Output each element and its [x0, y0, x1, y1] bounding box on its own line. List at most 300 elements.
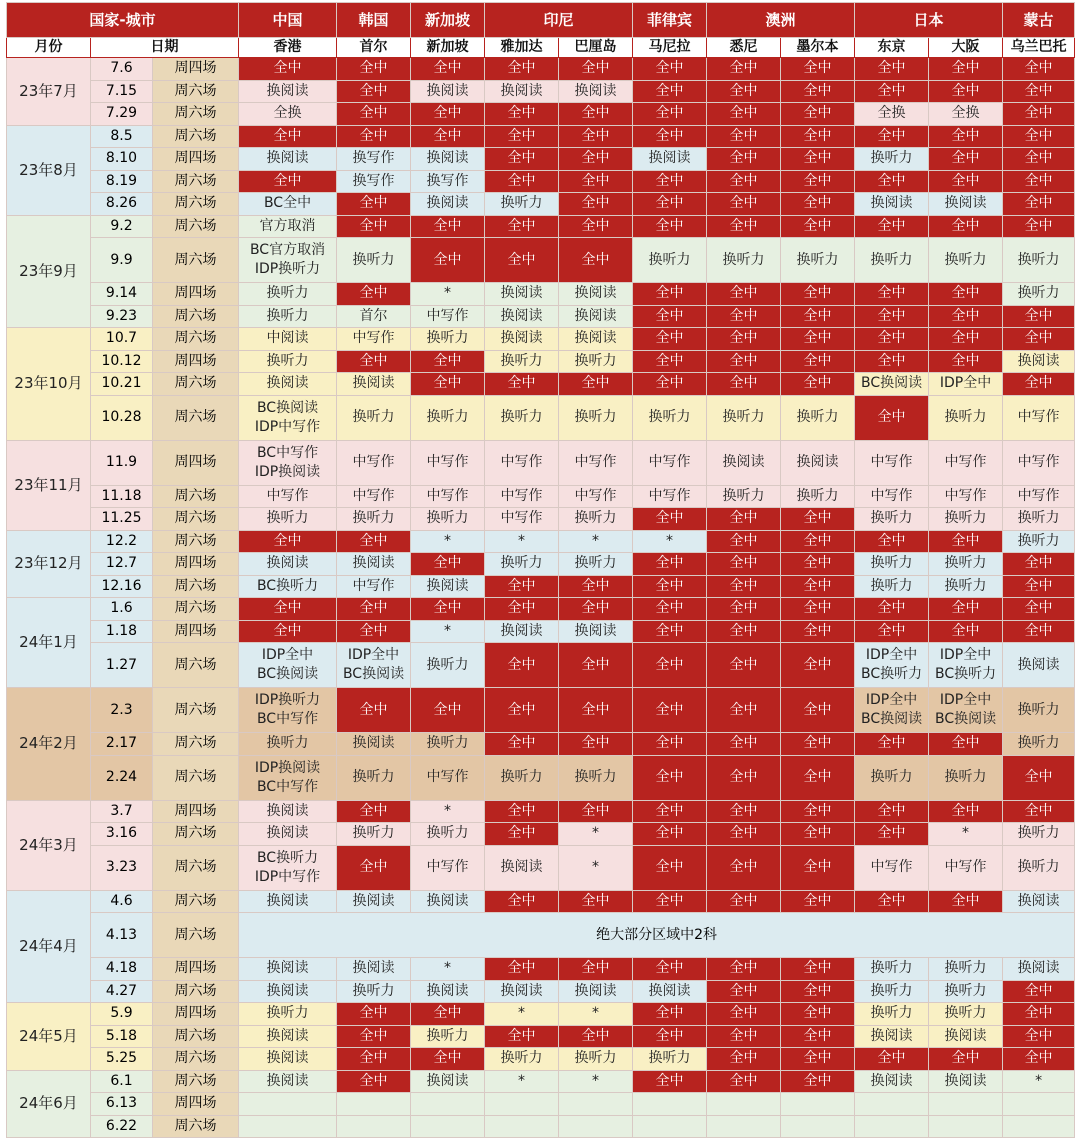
result-cell: 全中 — [781, 688, 855, 733]
session-cell: 周四场 — [153, 283, 239, 306]
result-cell: 全中 — [707, 328, 781, 351]
date-cell: 9.2 — [91, 215, 153, 238]
result-cell — [633, 1115, 707, 1138]
session-cell: 周六场 — [153, 395, 239, 440]
date-cell: 10.7 — [91, 328, 153, 351]
result-cell: 换阅读 — [485, 328, 559, 351]
session-cell: 周六场 — [153, 193, 239, 216]
result-cell: 全中 — [1003, 125, 1075, 148]
result-cell — [781, 1115, 855, 1138]
result-cell: 换听力 — [1003, 283, 1075, 306]
exam-schedule-table — [6, 2, 1075, 1138]
result-cell: 中写作 — [559, 440, 633, 485]
result-cell: 换听力 — [411, 1025, 485, 1048]
result-cell: 全中 — [633, 328, 707, 351]
result-cell: 换听力 — [337, 238, 411, 283]
date-cell: 11.18 — [91, 485, 153, 508]
table-row — [7, 598, 1075, 621]
table-row — [7, 733, 1075, 756]
result-cell: 全中 — [929, 733, 1003, 756]
session-cell: 周六场 — [153, 215, 239, 238]
result-cell: BC全中 — [239, 193, 337, 216]
result-cell: 换听力 — [411, 823, 485, 846]
result-cell: 换阅读 — [929, 1025, 1003, 1048]
result-cell: 换听力 — [855, 980, 929, 1003]
result-cell: * — [1003, 1070, 1075, 1093]
result-cell: 全中 — [1003, 620, 1075, 643]
result-cell: 全中 — [485, 1025, 559, 1048]
result-cell: 全中 — [855, 283, 929, 306]
date-cell: 12.7 — [91, 553, 153, 576]
result-cell: 换写作 — [337, 170, 411, 193]
result-cell: 全中 — [337, 125, 411, 148]
result-cell: 全中 — [485, 238, 559, 283]
result-cell: 全中 — [633, 125, 707, 148]
city-header: 墨尔本 — [781, 38, 855, 58]
result-cell: IDP全中 BC换阅读 — [929, 688, 1003, 733]
table-row — [7, 215, 1075, 238]
result-cell — [337, 1093, 411, 1116]
result-cell: 全中 — [633, 598, 707, 621]
result-cell: 全中 — [707, 823, 781, 846]
result-cell: 全换 — [239, 103, 337, 126]
result-cell — [781, 1093, 855, 1116]
result-cell: 全中 — [929, 1048, 1003, 1071]
result-cell: 全中 — [485, 58, 559, 81]
result-cell: 换阅读 — [485, 80, 559, 103]
result-cell: 全中 — [1003, 305, 1075, 328]
result-cell: 换听力 — [337, 980, 411, 1003]
result-cell: 全中 — [337, 1070, 411, 1093]
result-cell: 全中 — [707, 215, 781, 238]
result-cell: 全中 — [1003, 980, 1075, 1003]
result-cell: 全中 — [781, 103, 855, 126]
country-header: 新加坡 — [411, 3, 485, 38]
result-cell: 换阅读 — [559, 305, 633, 328]
result-cell: 换阅读 — [239, 823, 337, 846]
result-cell: 中阅读 — [239, 328, 337, 351]
result-cell: 全中 — [781, 755, 855, 800]
result-cell: * — [633, 530, 707, 553]
city-header: 悉尼 — [707, 38, 781, 58]
result-cell: 全中 — [781, 823, 855, 846]
result-cell: 全中 — [633, 800, 707, 823]
result-cell: 全中 — [707, 980, 781, 1003]
result-cell: 全中 — [929, 328, 1003, 351]
session-cell: 周六场 — [153, 688, 239, 733]
result-cell: 全中 — [707, 553, 781, 576]
result-cell: 全中 — [781, 328, 855, 351]
result-cell: 全中 — [781, 148, 855, 171]
result-cell: 换听力 — [1003, 845, 1075, 890]
result-cell: IDP全中 BC换听力 — [929, 643, 1003, 688]
result-cell: 全中 — [1003, 193, 1075, 216]
result-cell: 全中 — [239, 598, 337, 621]
result-cell: 全中 — [855, 80, 929, 103]
result-cell: 换听力 — [239, 733, 337, 756]
result-cell: 全中 — [337, 80, 411, 103]
result-cell: 全中 — [781, 170, 855, 193]
result-cell: 全中 — [929, 530, 1003, 553]
result-cell: 全中 — [855, 125, 929, 148]
result-cell: 全中 — [411, 688, 485, 733]
result-cell: BC换阅读 — [855, 373, 929, 396]
table-row — [7, 148, 1075, 171]
result-cell: 全中 — [337, 1025, 411, 1048]
month-label: 23年11月 — [7, 440, 91, 530]
result-cell: 换听力 — [1003, 508, 1075, 531]
result-cell — [337, 1115, 411, 1138]
result-cell: 全中 — [633, 373, 707, 396]
result-cell: 全中 — [929, 283, 1003, 306]
result-cell: 换听力 — [929, 508, 1003, 531]
result-cell: 全中 — [559, 598, 633, 621]
result-cell: 换阅读 — [239, 958, 337, 981]
table-row — [7, 170, 1075, 193]
result-cell: 换听力 — [239, 508, 337, 531]
date-cell: 11.9 — [91, 440, 153, 485]
date-cell: 11.25 — [91, 508, 153, 531]
result-cell — [239, 1093, 337, 1116]
table-row — [7, 575, 1075, 598]
result-cell: 全中 — [1003, 58, 1075, 81]
result-cell: 换阅读 — [633, 980, 707, 1003]
result-cell: 中写作 — [411, 845, 485, 890]
result-cell: 全中 — [707, 350, 781, 373]
result-cell: * — [485, 530, 559, 553]
result-cell: 全中 — [411, 238, 485, 283]
result-cell: 官方取消 — [239, 215, 337, 238]
result-cell: 换阅读 — [239, 148, 337, 171]
result-cell: * — [559, 1070, 633, 1093]
result-cell: 换阅读 — [337, 553, 411, 576]
result-cell: 全中 — [337, 620, 411, 643]
date-cell: 7.15 — [91, 80, 153, 103]
date-cell: 8.5 — [91, 125, 153, 148]
table-row — [7, 103, 1075, 126]
result-cell: 换阅读 — [411, 575, 485, 598]
result-cell: 全中 — [633, 823, 707, 846]
table-row — [7, 1070, 1075, 1093]
result-cell: 全中 — [633, 508, 707, 531]
date-cell: 10.12 — [91, 350, 153, 373]
result-cell: 换听力 — [239, 283, 337, 306]
date-cell: 8.19 — [91, 170, 153, 193]
result-cell: 换阅读 — [1003, 350, 1075, 373]
result-cell: 中写作 — [411, 440, 485, 485]
country-header: 蒙古 — [1003, 3, 1075, 38]
session-cell: 周四场 — [153, 958, 239, 981]
result-cell: 中写作 — [485, 440, 559, 485]
date-cell: 2.24 — [91, 755, 153, 800]
result-cell: 全中 — [633, 890, 707, 913]
result-cell: 全中 — [411, 598, 485, 621]
result-cell: 全中 — [485, 688, 559, 733]
result-cell: * — [559, 823, 633, 846]
result-cell: 换阅读 — [855, 193, 929, 216]
table-row — [7, 80, 1075, 103]
result-cell: 全中 — [559, 103, 633, 126]
result-cell: 全中 — [855, 800, 929, 823]
session-cell: 周四场 — [153, 1003, 239, 1026]
result-cell: 全中 — [1003, 1025, 1075, 1048]
result-cell: 全中 — [411, 1003, 485, 1026]
result-cell: 中写作 — [633, 485, 707, 508]
result-cell: 全中 — [1003, 373, 1075, 396]
session-cell: 周六场 — [153, 755, 239, 800]
result-cell: 换听力 — [929, 1003, 1003, 1026]
result-cell: 全中 — [707, 598, 781, 621]
result-cell: 全中 — [337, 283, 411, 306]
month-label: 24年3月 — [7, 800, 91, 890]
result-cell: 全中 — [559, 215, 633, 238]
result-cell: 全中 — [707, 80, 781, 103]
result-cell: 换听力 — [337, 395, 411, 440]
result-cell: 全中 — [411, 58, 485, 81]
result-cell: * — [411, 800, 485, 823]
table-row — [7, 395, 1075, 440]
result-cell: 全中 — [781, 598, 855, 621]
session-cell: 周六场 — [153, 103, 239, 126]
result-cell: 全中 — [1003, 1003, 1075, 1026]
result-cell: 换听力 — [559, 350, 633, 373]
session-cell: 周六场 — [153, 1070, 239, 1093]
result-cell: 全中 — [781, 1003, 855, 1026]
session-cell: 周六场 — [153, 328, 239, 351]
date-cell: 9.9 — [91, 238, 153, 283]
result-cell: 换阅读 — [337, 733, 411, 756]
table-row — [7, 125, 1075, 148]
result-cell: 全中 — [633, 80, 707, 103]
result-cell: * — [485, 1070, 559, 1093]
country-header-row — [7, 3, 1075, 38]
result-cell: 全换 — [929, 103, 1003, 126]
session-cell: 周四场 — [153, 148, 239, 171]
month-label: 24年6月 — [7, 1070, 91, 1138]
result-cell: 全中 — [707, 148, 781, 171]
date-cell: 6.13 — [91, 1093, 153, 1116]
date-cell: 7.6 — [91, 58, 153, 81]
result-cell: IDP换阅读 BC中写作 — [239, 755, 337, 800]
result-cell: 换听力 — [337, 755, 411, 800]
result-cell: 全中 — [633, 553, 707, 576]
result-cell: 换阅读 — [239, 890, 337, 913]
result-cell: BC中写作 IDP换阅读 — [239, 440, 337, 485]
result-cell: 换听力 — [1003, 238, 1075, 283]
result-cell: 全中 — [485, 575, 559, 598]
result-cell: 全中 — [337, 103, 411, 126]
result-cell: 换听力 — [929, 553, 1003, 576]
month-label: 23年8月 — [7, 125, 91, 215]
session-cell: 周四场 — [153, 350, 239, 373]
result-cell: 全中 — [707, 305, 781, 328]
result-cell: 中写作 — [411, 305, 485, 328]
result-cell: 换阅读 — [239, 800, 337, 823]
result-cell: 全中 — [781, 125, 855, 148]
result-cell: 换听力 — [559, 395, 633, 440]
date-cell: 5.25 — [91, 1048, 153, 1071]
session-cell: 周六场 — [153, 913, 239, 958]
result-cell: 换听力 — [485, 553, 559, 576]
session-cell: 周六场 — [153, 238, 239, 283]
date-cell: 5.9 — [91, 1003, 153, 1026]
result-cell: 全中 — [707, 620, 781, 643]
result-cell: 换阅读 — [239, 1048, 337, 1071]
date-cell: 3.7 — [91, 800, 153, 823]
result-cell: 换阅读 — [559, 980, 633, 1003]
result-cell: 全中 — [485, 890, 559, 913]
result-cell: 全中 — [707, 958, 781, 981]
country-header: 中国 — [239, 3, 337, 38]
country-header: 印尼 — [485, 3, 633, 38]
city-header: 大阪 — [929, 38, 1003, 58]
result-cell: 中写作 — [1003, 440, 1075, 485]
session-cell: 周六场 — [153, 575, 239, 598]
result-cell: 全中 — [559, 643, 633, 688]
result-cell: 全中 — [1003, 598, 1075, 621]
result-cell: 换听力 — [781, 238, 855, 283]
result-cell: 换阅读 — [411, 890, 485, 913]
result-cell: 中写作 — [929, 485, 1003, 508]
result-cell: 换阅读 — [855, 1070, 929, 1093]
result-cell — [929, 1115, 1003, 1138]
result-cell: 全中 — [1003, 755, 1075, 800]
country-header: 澳洲 — [707, 3, 855, 38]
result-cell: 全中 — [633, 170, 707, 193]
table-row — [7, 350, 1075, 373]
result-cell: 换阅读 — [239, 980, 337, 1003]
result-cell: 全中 — [337, 350, 411, 373]
table-row — [7, 1025, 1075, 1048]
result-cell: 换听力 — [707, 395, 781, 440]
result-cell: 换听力 — [929, 980, 1003, 1003]
result-cell: 全中 — [337, 58, 411, 81]
result-cell: 全中 — [633, 1070, 707, 1093]
result-cell: 全中 — [929, 215, 1003, 238]
result-cell: 全中 — [707, 733, 781, 756]
result-cell: 全中 — [781, 1048, 855, 1071]
result-cell — [559, 1093, 633, 1116]
result-cell: 全中 — [485, 170, 559, 193]
result-cell: 换听力 — [337, 823, 411, 846]
result-cell: 全中 — [337, 688, 411, 733]
result-cell: 全中 — [707, 688, 781, 733]
result-cell: 全中 — [781, 350, 855, 373]
result-cell: 换阅读 — [239, 373, 337, 396]
result-cell: 全中 — [633, 643, 707, 688]
result-cell: 全中 — [855, 733, 929, 756]
result-cell: 换听力 — [929, 575, 1003, 598]
session-cell: 周六场 — [153, 823, 239, 846]
result-cell: 全中 — [929, 350, 1003, 373]
result-cell: 换听力 — [855, 958, 929, 981]
result-cell: 中写作 — [855, 485, 929, 508]
result-cell: 中写作 — [485, 485, 559, 508]
table-row — [7, 620, 1075, 643]
result-cell: 全中 — [707, 575, 781, 598]
result-cell: 全中 — [559, 58, 633, 81]
date-cell: 4.18 — [91, 958, 153, 981]
result-cell: 全中 — [707, 755, 781, 800]
city-header: 马尼拉 — [633, 38, 707, 58]
result-cell: 全中 — [559, 800, 633, 823]
result-cell: 换听力 — [239, 350, 337, 373]
result-cell: 换阅读 — [929, 1070, 1003, 1093]
result-cell: * — [411, 283, 485, 306]
session-cell: 周六场 — [153, 170, 239, 193]
result-cell: 全中 — [239, 58, 337, 81]
result-cell: IDP全中 BC换阅读 — [855, 688, 929, 733]
result-cell: 全中 — [929, 58, 1003, 81]
result-cell: 全中 — [1003, 170, 1075, 193]
result-cell — [707, 1093, 781, 1116]
date-cell: 6.1 — [91, 1070, 153, 1093]
result-cell: 全中 — [633, 103, 707, 126]
result-cell: 换听力 — [929, 958, 1003, 981]
result-cell: 全中 — [707, 643, 781, 688]
result-cell: 全中 — [781, 553, 855, 576]
date-cell: 8.10 — [91, 148, 153, 171]
result-cell: 换阅读 — [337, 373, 411, 396]
result-cell: 全中 — [485, 148, 559, 171]
table-row — [7, 440, 1075, 485]
date-cell: 12.2 — [91, 530, 153, 553]
session-cell: 周四场 — [153, 440, 239, 485]
session-cell: 周四场 — [153, 58, 239, 81]
session-cell: 周六场 — [153, 530, 239, 553]
result-cell: 中写作 — [337, 485, 411, 508]
result-cell: 全中 — [929, 80, 1003, 103]
result-cell: 全中 — [633, 845, 707, 890]
result-cell: 全中 — [559, 170, 633, 193]
result-cell: 全中 — [781, 845, 855, 890]
result-cell: 换听力 — [1003, 688, 1075, 733]
city-header: 香港 — [239, 38, 337, 58]
result-cell — [707, 1115, 781, 1138]
table-row — [7, 328, 1075, 351]
result-cell: 换听力 — [781, 395, 855, 440]
result-cell: 中写作 — [337, 328, 411, 351]
result-cell: 全中 — [337, 530, 411, 553]
session-cell: 周六场 — [153, 980, 239, 1003]
table-row — [7, 1003, 1075, 1026]
result-cell: 全中 — [781, 643, 855, 688]
result-cell: 换听力 — [559, 508, 633, 531]
result-cell: * — [559, 530, 633, 553]
result-cell: 中写作 — [411, 485, 485, 508]
month-label: 23年7月 — [7, 58, 91, 126]
result-cell: BC官方取消 IDP换听力 — [239, 238, 337, 283]
result-cell: 全中 — [485, 800, 559, 823]
date-cell: 10.28 — [91, 395, 153, 440]
result-cell: IDP换听力 BC中写作 — [239, 688, 337, 733]
month-header: 月份 — [7, 38, 91, 58]
result-cell: 全中 — [485, 823, 559, 846]
result-cell: IDP全中 BC换阅读 — [239, 643, 337, 688]
country-city-header: 国家-城市 — [7, 3, 239, 38]
session-cell: 周六场 — [153, 845, 239, 890]
result-cell: 全中 — [485, 733, 559, 756]
session-cell: 周六场 — [153, 1025, 239, 1048]
result-cell: 全中 — [707, 1048, 781, 1071]
result-cell: 全中 — [855, 620, 929, 643]
result-cell: 全中 — [485, 643, 559, 688]
result-cell: 全中 — [411, 125, 485, 148]
result-cell: 中写作 — [929, 845, 1003, 890]
table-row — [7, 1048, 1075, 1071]
result-cell: 换阅读 — [929, 193, 1003, 216]
result-cell: 全中 — [337, 1003, 411, 1026]
